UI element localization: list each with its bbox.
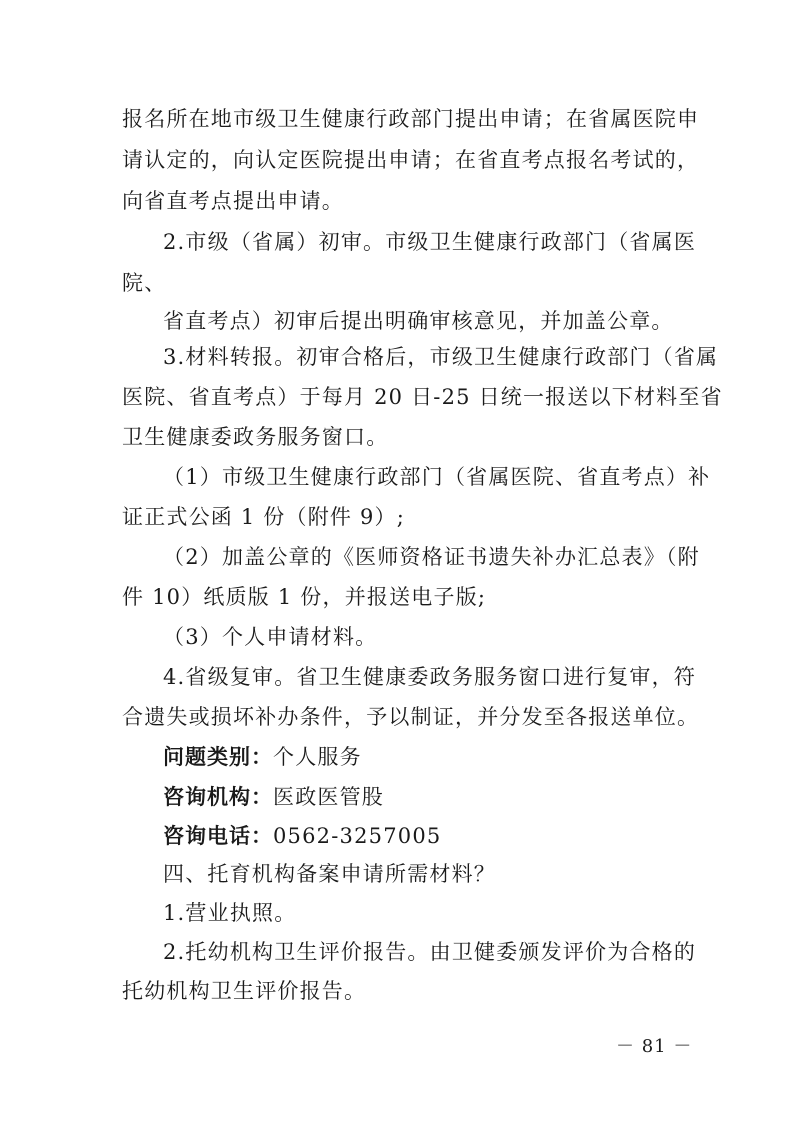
body-line: 3.材料转报。初审合格后，市级卫生健康行政部门（省属: [163, 345, 719, 369]
info-org-label: 咨询机构：: [163, 785, 273, 809]
info-category: [163, 742, 682, 772]
body-line: （2）加盖公章的《医师资格证书遗失补办汇总表》（附: [163, 545, 700, 569]
body-line: 向省直考点提出申请。: [122, 189, 344, 213]
body-line: （1）市级卫生健康行政部门（省属医院、省直考点）补: [163, 465, 711, 489]
body-line: （3）个人申请材料。: [163, 625, 378, 649]
info-phone-label: 咨询电话：: [163, 824, 273, 848]
body-line: 件 10）纸质版 1 份，并报送电子版;: [122, 585, 487, 609]
info-org-value: 医政医管股: [273, 785, 384, 809]
section-heading: 四、托育机构备案申请所需材料？: [163, 862, 496, 886]
body-line: 报名所在地市级卫生健康行政部门提出申请；在省属医院申: [122, 107, 700, 131]
info-phone: [163, 821, 682, 851]
body-line: 请认定的，向认定医院提出申请；在省直考点报名考试的，: [122, 148, 700, 172]
page-number: － 81 －: [616, 1036, 693, 1057]
body-line: 4.省级复审。省卫生健康委政务服务窗口进行复审，符: [163, 665, 697, 689]
body-line: 2.托幼机构卫生评价报告。由卫健委颁发评价为合格的: [163, 940, 697, 964]
info-phone-value: 0562-3257005: [273, 824, 442, 848]
body-line: 托幼机构卫生评价报告。: [122, 979, 367, 1003]
info-category-label: 问题类别：: [163, 745, 273, 769]
body-line: 2.市级（省属）初审。市级卫生健康行政部门（省属医: [163, 230, 697, 254]
body-line: 合遗失或损坏补办条件，予以制证，并分发至各报送单位。: [122, 705, 700, 729]
info-category-value: 个人服务: [273, 745, 362, 769]
body-line: 1.营业执照。: [163, 901, 297, 925]
body-line: 医院、省直考点）于每月 20 日-25 日统一报送以下材料至省: [122, 385, 723, 409]
info-org: [163, 782, 682, 812]
body-line: 证正式公函 1 份（附件 9）;: [122, 505, 406, 529]
body-line: 卫生健康委政务服务窗口。: [122, 425, 389, 449]
body-line: 省直考点）初审后提出明确审核意见，并加盖公章。: [163, 309, 674, 333]
body-line: 院、: [122, 271, 167, 295]
